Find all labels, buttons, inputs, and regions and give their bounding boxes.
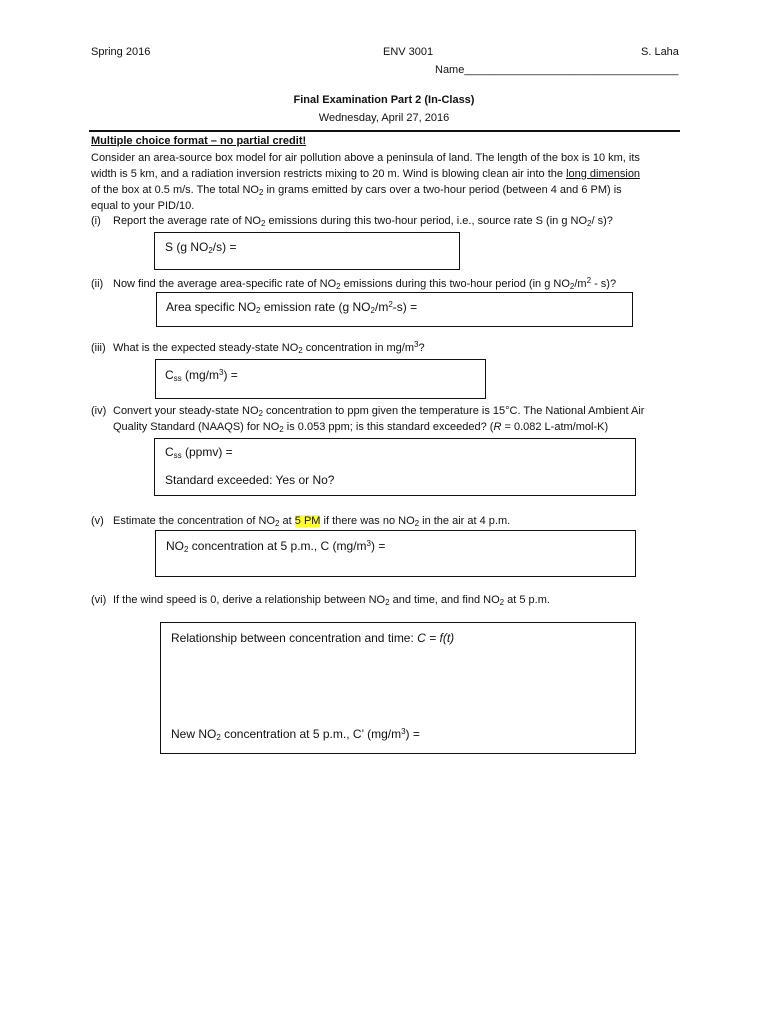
instructor-label: S. Laha (641, 46, 679, 58)
question-3-number: (iii) (91, 342, 106, 354)
answer-box-5[interactable] (155, 530, 636, 577)
exam-date: Wednesday, April 27, 2016 (318, 112, 450, 124)
answer-box-6-relationship-label: Relationship between concentration and time: C = f(t) (171, 631, 455, 645)
answer-box-3[interactable] (155, 359, 486, 399)
answer-box-1[interactable] (154, 232, 460, 270)
question-2-text: Now find the average area-specific rate of $NO_2$ emissions during this two-hour period (in g $NO_2/m^2 - s$)? (113, 276, 617, 291)
format-note: Multiple choice format – no partial credit! (91, 135, 307, 147)
answer-box-6[interactable] (160, 622, 636, 754)
header-divider (89, 130, 680, 132)
question-5-text: Estimate the concentration of $NO_2$ at 5 PM if there was no $NO_2$ in the air at 4 p.m. (113, 515, 511, 528)
question-4-number: (iv) (91, 405, 107, 417)
question-6-number: (vi) (91, 594, 107, 606)
long-dimension-emphasis: long dimension (566, 168, 641, 180)
question-4-text-line-2: Quality Standard (NAAQS) for $NO_2$ is 0.053 ppm; is this standard exceeded? (R = 0.082 L-atm/mol-K) (113, 421, 609, 434)
answer-box-3-label: $C_{ss}$ $(mg/m^3)$ = (165, 368, 238, 383)
question-2-number: (ii) (91, 278, 104, 290)
answer-box-2[interactable] (156, 292, 633, 327)
question-1-number: (i) (91, 215, 101, 227)
question-1-text: Report the average rate of $NO_2$ emissions during this two-hour period, i.e., source rate S (in g $NO_2/$ s)? (113, 215, 613, 228)
answer-box-6-concentration-label: New $NO_2$ concentration at 5 p.m., C’ $(mg/m^3)$ = (171, 727, 420, 742)
answer-box-1-label: S (g $NO_2/s$) = (165, 240, 237, 255)
intro-line-1: Consider an area-source box model for air pollution above a peninsula of land. The length of the box is 10 km, its (91, 152, 640, 164)
question-5-number: (v) (91, 515, 104, 527)
exam-title: Final Examination Part 2 (In-Class) (293, 94, 475, 106)
answer-box-2-label: Area specific $NO_2$ emission rate (g $NO_2/m^2-s$) = (166, 300, 418, 315)
intro-line-2: width is 5 km, and a radiation inversion restricts mixing to 20 m. Wind is blowing clean air into the long dimension (91, 168, 641, 180)
intro-line-4: equal to your PID/10. (91, 200, 195, 212)
name-field[interactable]: Name___________________________________ (435, 64, 679, 76)
answer-box-4-label-exceeded: Standard exceeded: Yes or No? (165, 473, 335, 487)
answer-box-4[interactable] (154, 438, 636, 496)
answer-box-5-label: $NO_2$ concentration at 5 p.m., C $(mg/m^3)$ = (166, 539, 386, 554)
course-label: ENV 3001 (383, 46, 434, 58)
term-label: Spring 2016 (91, 46, 151, 58)
question-4-text-line-1: Convert your steady-state $NO_2$ concentration to ppm given the temperature is 15°C. The National Ambient Air (113, 405, 645, 418)
question-6-text: If the wind speed is 0, derive a relationship between $NO_2$ and time, and find $NO_2$ at 5 p.m. (113, 594, 550, 607)
question-3-text: What is the expected steady-state $NO_2$ concentration in $mg/m^3$? (113, 340, 425, 355)
highlighted-time: 5 PM (294, 515, 321, 527)
answer-box-4-label-ppm: $C_{ss}$ (ppmv) = (165, 445, 233, 460)
intro-line-3: of the box at 0.5 m/s. The total $NO_2$ in grams emitted by cars over a two-hour period (between 4 and 6 PM) is (91, 184, 622, 197)
